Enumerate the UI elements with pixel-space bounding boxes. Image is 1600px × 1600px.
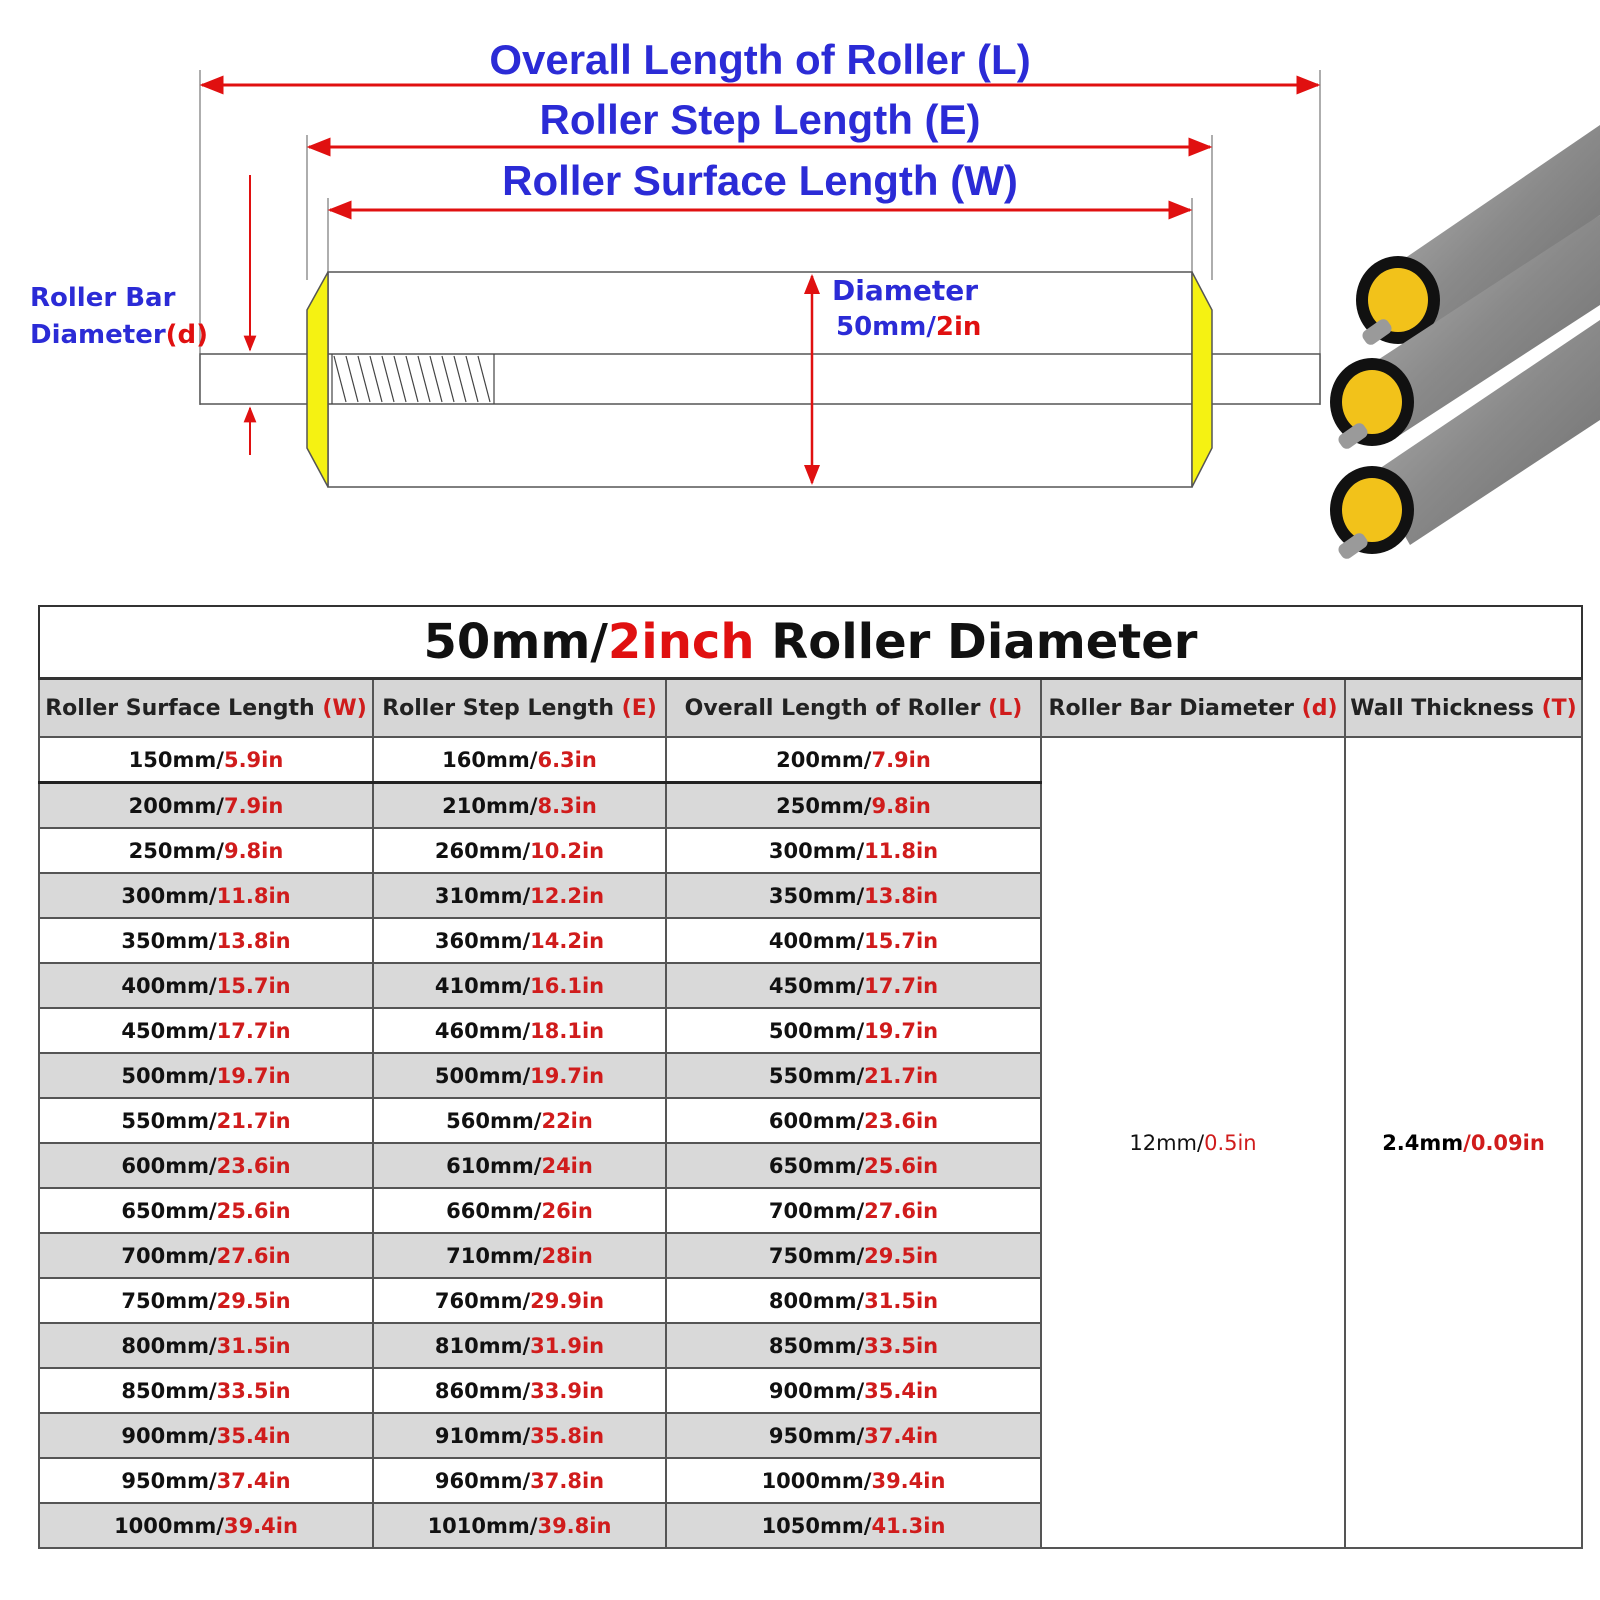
cell-inch-value: 35.4in [864, 1378, 939, 1403]
cell-inch-value: 12.2in [530, 883, 605, 908]
cell-surface-length [39, 963, 373, 1008]
cell-inch-value: 15.7in [216, 973, 291, 998]
cell-mm-value: 960mm/ [434, 1468, 531, 1493]
cell-surface-length [39, 1053, 373, 1098]
cell-step-length [373, 1098, 666, 1143]
table-title-mm: 50mm/ [423, 614, 608, 670]
cell-inch-value: 29.5in [864, 1243, 939, 1268]
cell-mm-value: 910mm/ [434, 1423, 531, 1448]
cell-inch-value: 31.5in [216, 1333, 291, 1358]
cell-step-length [373, 1278, 666, 1323]
cell-mm-value: 750mm/ [121, 1288, 217, 1313]
header-surface-length [39, 679, 373, 738]
header-wall-thickness [1345, 679, 1582, 738]
cell-inch-value: 24in [541, 1153, 593, 1178]
cell-inch-value: 25.6in [864, 1153, 939, 1178]
cell-inch-value: 6.3in [537, 747, 597, 772]
header-step-length-text: Roller Step Length [382, 695, 622, 721]
roller-size-table [38, 605, 1581, 1549]
cell-mm-value: 650mm/ [121, 1198, 217, 1223]
cell-inch-value: 16.1in [530, 973, 605, 998]
cell-inch-value: 9.8in [871, 793, 931, 818]
cell-mm-value: 760mm/ [434, 1288, 531, 1313]
cell-mm-value: 500mm/ [768, 1018, 865, 1043]
bar-diameter-word: Diameter [30, 320, 166, 350]
cell-inch-value: 21.7in [216, 1108, 291, 1133]
cell-inch-value: 11.8in [216, 883, 291, 908]
cell-inch-value: 35.8in [530, 1423, 605, 1448]
cell-mm-value: 1000mm/ [761, 1468, 872, 1493]
cell-inch-value: 15.7in [864, 928, 939, 953]
cell-surface-length [39, 1458, 373, 1503]
cell-overall-length [666, 828, 1041, 873]
header-overall-length-text: Overall Length of Roller [684, 695, 989, 721]
cell-mm-value: 1010mm/ [427, 1513, 538, 1538]
cell-inch-value: 28in [541, 1243, 593, 1268]
cell-inch-value: 11.8in [864, 838, 939, 863]
cell-mm-value: 300mm/ [121, 883, 217, 908]
bar-diameter-symbol: (d) [165, 320, 209, 350]
cell-inch-value: 10.2in [530, 838, 605, 863]
cell-inch-value: 9.8in [223, 838, 284, 863]
cell-mm-value: 600mm/ [121, 1153, 217, 1178]
cell-mm-value: 560mm/ [446, 1108, 542, 1133]
cell-surface-length [39, 1503, 373, 1548]
header-bar-diameter [1041, 679, 1345, 738]
cell-mm-value: 250mm/ [128, 838, 224, 863]
cell-mm-value: 950mm/ [768, 1423, 865, 1448]
cell-overall-length [666, 783, 1041, 829]
cell-overall-length [666, 1098, 1041, 1143]
cell-mm-value: 210mm/ [442, 793, 538, 818]
header-bar-diameter-symbol: (d) [1301, 695, 1338, 721]
cell-step-length [373, 1458, 666, 1503]
cell-mm-value: 1000mm/ [114, 1513, 224, 1538]
cell-step-length [373, 873, 666, 918]
header-overall-length-symbol: (L) [988, 695, 1023, 721]
step-length-label: Roller Step Length (E) [539, 96, 981, 143]
cell-mm-value: 900mm/ [768, 1378, 865, 1403]
cell-mm-value: 160mm/ [442, 747, 538, 772]
diameter-label [832, 272, 981, 346]
cell-inch-value: 22in [541, 1108, 593, 1133]
cell-overall-length [666, 918, 1041, 963]
cell-surface-length [39, 1368, 373, 1413]
cell-surface-length [39, 1188, 373, 1233]
cell-inch-value: 29.9in [530, 1288, 605, 1313]
cell-inch-value: 39.4in [223, 1513, 298, 1538]
cell-step-length [373, 1503, 666, 1548]
cell-inch-value: 5.9in [223, 747, 284, 772]
bar-diameter-label-line2 [30, 317, 208, 354]
bar-diameter-label [30, 280, 208, 354]
cell-inch-value: 26in [541, 1198, 593, 1223]
cell-step-length [373, 783, 666, 829]
cell-mm-value: 260mm/ [434, 838, 531, 863]
cell-surface-length [39, 1413, 373, 1458]
diameter-value [832, 309, 981, 346]
cell-overall-length [666, 1503, 1041, 1548]
roller-drawing [200, 272, 1320, 487]
header-surface-length-symbol: (W) [322, 695, 367, 721]
cell-mm-value: 200mm/ [128, 793, 224, 818]
cell-inch-value: 19.7in [530, 1063, 605, 1088]
cell-surface-length [39, 918, 373, 963]
cell-inch-value: 29.5in [216, 1288, 291, 1313]
table-title [39, 606, 1582, 679]
cell-surface-length [39, 1098, 373, 1143]
bar-diameter-label-line1: Roller Bar [30, 283, 176, 313]
roller-product-image [1330, 125, 1600, 561]
diameter-mm: 50mm/ [836, 312, 936, 342]
cell-step-length [373, 1053, 666, 1098]
cell-inch-value: 37.4in [216, 1468, 291, 1493]
header-wall-thickness-symbol: (T) [1541, 695, 1577, 721]
cell-mm-value: 1050mm/ [761, 1513, 872, 1538]
cell-surface-length [39, 737, 373, 783]
header-surface-length-text: Roller Surface Length [45, 695, 323, 721]
surface-length-label: Roller Surface Length (W) [502, 157, 1018, 204]
cell-inch-value: 18.1in [530, 1018, 605, 1043]
cell-overall-length [666, 1458, 1041, 1503]
wall-thickness-in: /0.09in [1463, 1130, 1545, 1155]
cell-inch-value: 33.5in [216, 1378, 291, 1403]
cell-mm-value: 710mm/ [446, 1243, 542, 1268]
cell-surface-length [39, 1278, 373, 1323]
cell-mm-value: 800mm/ [121, 1333, 217, 1358]
cell-mm-value: 650mm/ [768, 1153, 865, 1178]
cell-bar-diameter [1041, 737, 1345, 1548]
cell-mm-value: 810mm/ [434, 1333, 531, 1358]
cell-inch-value: 13.8in [864, 883, 939, 908]
cell-inch-value: 23.6in [216, 1153, 291, 1178]
cell-mm-value: 300mm/ [768, 838, 865, 863]
cell-inch-value: 14.2in [530, 928, 605, 953]
cell-mm-value: 150mm/ [128, 747, 224, 772]
cell-mm-value: 250mm/ [776, 793, 872, 818]
cell-overall-length [666, 1188, 1041, 1233]
cell-inch-value: 17.7in [864, 973, 939, 998]
header-wall-thickness-text: Wall Thickness [1350, 695, 1542, 721]
cell-step-length [373, 1413, 666, 1458]
cell-step-length [373, 918, 666, 963]
cell-inch-value: 35.4in [216, 1423, 291, 1448]
header-overall-length [666, 679, 1041, 738]
table-title-rest: Roller Diameter [754, 614, 1198, 670]
cell-mm-value: 950mm/ [121, 1468, 217, 1493]
cell-inch-value: 17.7in [216, 1018, 291, 1043]
cell-mm-value: 350mm/ [768, 883, 865, 908]
bar-diameter-in: 0.5in [1204, 1130, 1257, 1155]
cell-inch-value: 33.5in [864, 1333, 939, 1358]
cell-step-length [373, 1143, 666, 1188]
cell-mm-value: 800mm/ [768, 1288, 865, 1313]
cell-wall-thickness [1345, 737, 1582, 1548]
cell-surface-length [39, 1008, 373, 1053]
cell-mm-value: 400mm/ [768, 928, 865, 953]
cell-mm-value: 410mm/ [434, 973, 531, 998]
cell-inch-value: 19.7in [864, 1018, 939, 1043]
cell-step-length [373, 828, 666, 873]
cell-inch-value: 37.8in [530, 1468, 605, 1493]
cell-mm-value: 310mm/ [434, 883, 531, 908]
cell-inch-value: 31.5in [864, 1288, 939, 1313]
cell-inch-value: 27.6in [216, 1243, 291, 1268]
cell-overall-length [666, 1143, 1041, 1188]
cell-inch-value: 39.4in [871, 1468, 946, 1493]
cell-step-length [373, 1233, 666, 1278]
cell-surface-length [39, 1323, 373, 1368]
cell-inch-value: 8.3in [537, 793, 597, 818]
header-step-length [373, 679, 666, 738]
cell-overall-length [666, 1278, 1041, 1323]
table-row [39, 737, 1582, 783]
cell-mm-value: 450mm/ [121, 1018, 217, 1043]
cell-mm-value: 860mm/ [434, 1378, 531, 1403]
cell-overall-length [666, 1323, 1041, 1368]
cell-mm-value: 700mm/ [768, 1198, 865, 1223]
cell-inch-value: 31.9in [530, 1333, 605, 1358]
cell-inch-value: 25.6in [216, 1198, 291, 1223]
cell-overall-length [666, 1413, 1041, 1458]
cell-surface-length [39, 783, 373, 829]
wall-thickness-mm: 2.4mm [1382, 1130, 1464, 1155]
header-bar-diameter-text: Roller Bar Diameter [1048, 695, 1302, 721]
cell-mm-value: 900mm/ [121, 1423, 217, 1448]
overall-length-label: Overall Length of Roller (L) [489, 36, 1031, 83]
cell-overall-length [666, 1368, 1041, 1413]
cell-surface-length [39, 1233, 373, 1278]
cell-step-length [373, 737, 666, 783]
cell-step-length [373, 1323, 666, 1368]
cell-overall-length [666, 1053, 1041, 1098]
cell-inch-value: 7.9in [223, 793, 284, 818]
cell-mm-value: 500mm/ [121, 1063, 217, 1088]
cell-inch-value: 21.7in [864, 1063, 939, 1088]
cell-inch-value: 27.6in [864, 1198, 939, 1223]
cell-overall-length [666, 1008, 1041, 1053]
cell-mm-value: 660mm/ [446, 1198, 542, 1223]
cell-mm-value: 400mm/ [121, 973, 217, 998]
cell-overall-length [666, 963, 1041, 1008]
cell-mm-value: 500mm/ [434, 1063, 531, 1088]
header-step-length-symbol: (E) [621, 695, 657, 721]
cell-surface-length [39, 873, 373, 918]
cell-inch-value: 23.6in [864, 1108, 939, 1133]
cell-step-length [373, 963, 666, 1008]
cell-mm-value: 750mm/ [768, 1243, 865, 1268]
cell-inch-value: 13.8in [216, 928, 291, 953]
cell-inch-value: 7.9in [871, 747, 931, 772]
cell-inch-value: 37.4in [864, 1423, 939, 1448]
cell-mm-value: 550mm/ [768, 1063, 865, 1088]
cell-mm-value: 360mm/ [434, 928, 531, 953]
cell-overall-length [666, 873, 1041, 918]
cell-surface-length [39, 1143, 373, 1188]
cell-mm-value: 610mm/ [446, 1153, 542, 1178]
cell-step-length [373, 1008, 666, 1053]
cell-mm-value: 850mm/ [121, 1378, 217, 1403]
cell-inch-value: 33.9in [530, 1378, 605, 1403]
cell-mm-value: 350mm/ [121, 928, 217, 953]
cell-mm-value: 850mm/ [768, 1333, 865, 1358]
cell-inch-value: 41.3in [871, 1513, 946, 1538]
diameter-label-word: Diameter [832, 274, 979, 307]
cell-surface-length [39, 828, 373, 873]
cell-overall-length [666, 1233, 1041, 1278]
cell-mm-value: 450mm/ [768, 973, 865, 998]
cell-mm-value: 600mm/ [768, 1108, 865, 1133]
cell-mm-value: 200mm/ [776, 747, 872, 772]
roller-dimension-diagram [0, 0, 1600, 590]
table-title-inch: 2inch [607, 614, 755, 670]
cell-inch-value: 39.8in [537, 1513, 612, 1538]
cell-mm-value: 700mm/ [121, 1243, 217, 1268]
diameter-in: 2in [935, 312, 982, 342]
cell-mm-value: 460mm/ [434, 1018, 531, 1043]
cell-inch-value: 19.7in [216, 1063, 291, 1088]
cell-overall-length [666, 737, 1041, 783]
cell-step-length [373, 1188, 666, 1233]
bar-diameter-mm: 12mm/ [1129, 1130, 1205, 1155]
cell-mm-value: 550mm/ [121, 1108, 217, 1133]
cell-step-length [373, 1368, 666, 1413]
